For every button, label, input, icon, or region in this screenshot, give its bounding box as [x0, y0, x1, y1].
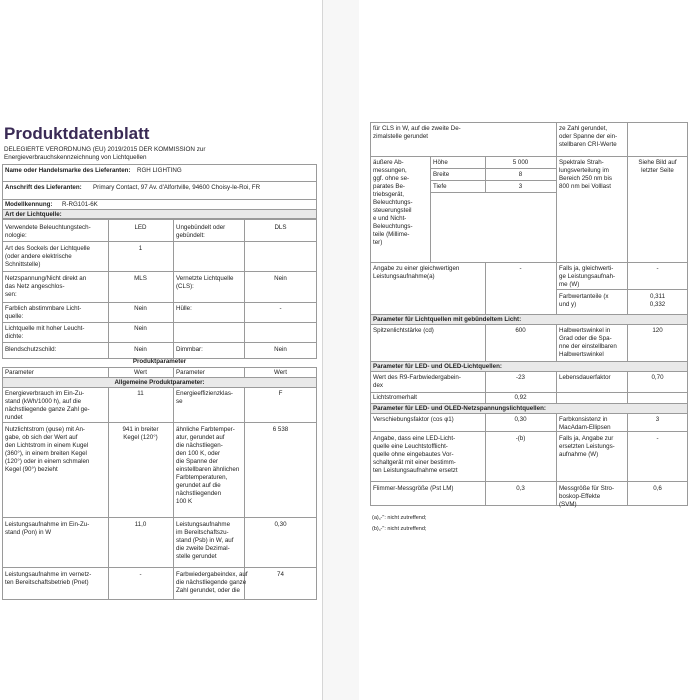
replacement-label-5: ten Leistungsaufnahme ersetzt	[373, 467, 458, 474]
beam-angle-label-4: Halbwertswinkel	[559, 351, 604, 358]
socket-label-3: Schnittstelle)	[5, 261, 41, 268]
stroboscopic-value: 0,6	[653, 485, 662, 492]
cls-power-label-2: zimalstelle gerundet	[373, 133, 429, 140]
spectral-value-1: Siehe Bild auf	[638, 159, 677, 166]
regulation-line-1: DELEGIERTE VERORDNUNG (EU) 2019/2015 DER KOMMISSION zur	[4, 146, 206, 153]
equiv-power-label-1: Angabe zu einer gleichwertigen	[373, 265, 460, 272]
cct-label-6: einstellbaren ähnlichen	[176, 466, 240, 473]
cri-label-1: Farbwiedergabeindex, auf	[176, 571, 248, 578]
col-param-1: Parameter	[5, 369, 34, 376]
socket-label-2: (oder andere elektrische	[5, 253, 72, 260]
height-label: Höhe	[433, 159, 448, 166]
on-power-label-1: Leistungsaufnahme im Ein-Zu-	[5, 521, 90, 528]
efficiency-class-value: F	[278, 390, 283, 397]
mains-led-header: Parameter für LED- und OLED-Netzspannungslichtquellen:	[373, 405, 546, 412]
tech-label-2: nologie:	[5, 232, 27, 239]
dims-label-1: äußere Ab-	[373, 159, 404, 166]
tech-label-1: Verwendete Beleuchtungstech-	[5, 224, 91, 231]
displacement-factor-label: Verschiebungsfaktor (cos φ1)	[373, 416, 454, 423]
efficiency-class-label-2: se	[176, 398, 183, 405]
peak-intensity-value: 600	[515, 327, 526, 334]
beam-type-label-2: gebündelt:	[176, 232, 205, 239]
efficiency-class-label-1: Energieeffizienzklas-	[176, 390, 233, 397]
width-label: Breite	[433, 171, 450, 178]
mains-value: MLS	[134, 275, 147, 282]
standby-power-label-3: stand (Psb) in W, auf	[176, 537, 234, 544]
col-value-1: Wert	[134, 369, 147, 376]
replacement-label-4: schaltgerät mit einer bestimm-	[373, 459, 456, 466]
footnote-a: (a)„-": nicht zutreffend;	[372, 515, 427, 521]
flux-label-2: gabe, ob sich der Wert auf	[5, 434, 78, 441]
net-power-label-2: ten Bereitschaftsbetrieb (Pnet)	[5, 579, 89, 586]
energy-label-1: Energieverbrauch im Ein-Zu-	[5, 390, 85, 397]
dims-label-7: steuerungsteil	[373, 207, 412, 214]
survival-factor-label: Lebensdauerfaktor	[559, 374, 611, 381]
general-params-header: Allgemeine Produktparameter:	[114, 379, 205, 386]
depth-value: 3	[518, 183, 523, 190]
dims-label-4: parates Be-	[373, 183, 405, 190]
cls-label-2: (CLS):	[176, 283, 194, 290]
cls-power-label-1: für CLS in W, auf die zweite De-	[373, 125, 461, 132]
page-title: Produktdatenblatt	[4, 124, 150, 143]
supplier-brand-value: RGH LIGHTING	[137, 167, 182, 174]
net-power-value: -	[139, 571, 142, 578]
stroboscopic-label-3: (SVM)	[559, 501, 577, 508]
col-param-2: Parameter	[176, 369, 205, 376]
chromaticity-label-2: und y)	[559, 301, 577, 308]
flux-value-1: 941 in breiter	[122, 426, 159, 433]
r9-label-1: Wert des R9-Farbwiedergabein-	[373, 374, 461, 381]
dims-label-9: Beleuchtungs-	[373, 223, 413, 230]
glare-shield-value: Nein	[134, 346, 147, 353]
lumen-maintenance-label: Lichtstromerhalt	[373, 394, 418, 401]
dims-label-2: messungen,	[373, 167, 407, 174]
supplier-address-label: Anschrift des Lieferanten:	[5, 184, 82, 191]
col-value-2: Wert	[274, 369, 287, 376]
color-consistency-value: 3	[655, 416, 660, 423]
high-luminance-label-1: Lichtquelle mit hoher Leucht-	[5, 325, 85, 332]
flux-label-3: den Lichtstrom in einem Kugel	[5, 442, 89, 449]
replacement-label-3: quelle ohne eingebautes Vor-	[373, 451, 454, 458]
energy-value: 11	[137, 390, 144, 397]
standby-power-label-2: im Bereitschaftszu-	[176, 529, 229, 536]
flicker-label: Flimmer-Messgröße (Pst LM)	[373, 485, 454, 492]
mains-label-3: sen:	[5, 291, 17, 298]
standby-power-label-5: stelle gerundet	[176, 553, 217, 560]
dims-label-3: ggf. ohne se-	[373, 175, 410, 182]
color-tunable-label-2: quelle:	[5, 313, 24, 320]
footnote-b: (b)„-": nicht zutreffend;	[372, 526, 427, 532]
replaced-power-label-2: ersetzten Leistungs-	[559, 443, 615, 450]
on-power-label-2: stand (Pon) in W	[5, 529, 52, 536]
cct-label-5: die Spanne der	[176, 458, 218, 465]
cct-label-9: nächstliegenden	[176, 490, 222, 497]
width-value: 8	[518, 171, 523, 178]
envelope-label: Hülle:	[176, 305, 192, 312]
color-consistency-label-1: Farbkonsistenz in	[559, 416, 608, 423]
cri-cont-label-1: ze Zahl gerundet,	[559, 125, 608, 132]
replaced-power-label-3: aufnahme (W)	[559, 451, 599, 458]
displacement-factor-value: 0,30	[514, 416, 527, 423]
r9-label-2: dex	[373, 382, 383, 389]
cct-value: 6 538	[272, 426, 289, 433]
beam-angle-value: 120	[652, 327, 663, 334]
replacement-label-1: Angabe, dass eine LED-Licht-	[373, 435, 456, 442]
net-power-label-1: Leistungsaufnahme im vernetz-	[5, 571, 92, 578]
mains-label-1: Netzspannung/Nicht direkt an	[5, 275, 87, 282]
socket-label-1: Art des Sockels der Lichtquelle	[5, 245, 90, 252]
stroboscopic-label-2: boskop-Effekte	[559, 493, 601, 500]
cct-label-3: die nächstliegen-	[176, 442, 223, 449]
beam-type-label-1: Ungebündelt oder	[176, 224, 226, 231]
energy-label-2: stand (kWh/1000 h), auf die	[5, 398, 82, 405]
dimmable-value: Nein	[274, 346, 287, 353]
flux-label-4: (360°), in einem breiten Kegel	[5, 450, 87, 457]
socket-value: 1	[138, 245, 143, 252]
supplier-brand-label: Name oder Handelsmarke des Lieferanten:	[5, 167, 131, 174]
on-power-value: 11,0	[134, 521, 147, 528]
replaced-power-label-1: Falls ja, Angabe zur	[559, 435, 614, 442]
equiv-watt-label-2: ge Leistungsaufnah-	[559, 273, 616, 280]
replacement-value: -(b)	[515, 435, 526, 442]
regulation-line-2: Energieverbrauchskennzeichnung von Lichtquellen	[4, 154, 147, 161]
light-source-type-header: Art der Lichtquelle:	[5, 211, 62, 218]
stroboscopic-label-1: Messgröße für Stro-	[559, 485, 615, 492]
tech-value: LED	[134, 224, 147, 231]
spectral-label-1: Spektrale Strah-	[559, 159, 604, 166]
chromaticity-y: 0,332	[649, 301, 666, 308]
r9-value: -23	[516, 374, 525, 381]
datasheet-page-right	[360, 0, 700, 700]
flux-label-5: (120°) oder in einem schmalen	[5, 458, 90, 465]
dims-label-11: ter)	[373, 239, 383, 246]
dims-label-8: e und Nicht-	[373, 215, 407, 222]
cri-cont-label-3: stellbaren CRI-Werte	[559, 141, 617, 148]
flux-value-2: Kegel (120°)	[123, 434, 158, 441]
beam-angle-label-1: Halbwertswinkel in	[559, 327, 611, 334]
product-params-header: Produktparameter	[132, 358, 187, 365]
equiv-power-label-2: Leistungsaufnahme(a)	[373, 273, 435, 280]
standby-power-label-1: Leistungsaufnahme	[176, 521, 231, 528]
cri-label-3: Zahl gerundet, oder die	[176, 587, 240, 594]
energy-label-3: nächstliegende ganze Zahl ge-	[5, 406, 90, 413]
standby-power-label-4: die zweite Dezimal-	[176, 545, 230, 552]
replaced-power-value: -	[656, 435, 659, 442]
beam-angle-label-2: Grad oder die Spa-	[559, 335, 612, 342]
mains-label-2: das Netz angeschlos-	[5, 283, 65, 290]
depth-label: Tiefe	[433, 183, 447, 190]
cls-label-1: Vernetzte Lichtquelle	[176, 275, 234, 282]
peak-intensity-label: Spitzenlichtstärke (cd)	[373, 327, 434, 334]
high-luminance-label-2: dichte:	[5, 333, 24, 340]
equiv-watt-label-1: Falls ja, gleichwerti-	[559, 265, 614, 272]
cls-value: Nein	[274, 275, 287, 282]
survival-factor-value: 0,70	[651, 374, 664, 381]
beam-type-value: DLS	[274, 224, 287, 231]
cri-label-2: die nächstliegende ganze	[176, 579, 247, 586]
spectral-label-2: lungsverteilung im	[559, 167, 609, 174]
flux-label-1: Nutzlichtstrom (φuse) mit An-	[5, 426, 85, 433]
spectral-label-4: 800 nm bei Volllast	[559, 183, 611, 190]
high-luminance-value: Nein	[134, 325, 147, 332]
flux-label-6: Kegel (90°) bezieht	[5, 466, 58, 473]
cri-value: 74	[277, 571, 284, 578]
datasheet-page-left	[0, 0, 323, 700]
cct-label-2: atur, gerundet auf	[176, 434, 225, 441]
model-value: R-RG101-6K	[62, 201, 98, 208]
beam-angle-label-3: nne der einstellbaren	[559, 343, 617, 350]
lumen-maintenance-value: 0,92	[514, 394, 527, 401]
equiv-watt-label-3: me (W)	[559, 281, 580, 288]
chromaticity-label-1: Farbwertanteile (x	[559, 293, 609, 300]
dims-label-5: triebsgerät,	[373, 191, 404, 198]
color-consistency-label-2: MacAdam-Ellipsen	[559, 424, 611, 431]
cct-label-10: 100 K	[176, 498, 193, 505]
glare-shield-label: Blendschutzschild:	[5, 346, 57, 353]
model-label: Modellkennung:	[5, 201, 53, 208]
color-tunable-value: Nein	[134, 305, 147, 312]
page-gutter	[323, 0, 359, 700]
envelope-value: -	[279, 305, 282, 312]
dimmable-label: Dimmbar:	[176, 346, 203, 353]
dims-label-10: teile (Millime-	[373, 231, 410, 238]
color-tunable-label-1: Farblich abstimmbare Licht-	[5, 305, 82, 312]
standby-power-value: 0,30	[274, 521, 287, 528]
cct-label-4: den 100 K, oder	[176, 450, 221, 457]
chromaticity-x: 0,311	[649, 293, 666, 300]
spectral-label-3: Bereich 250 nm bis	[559, 175, 612, 182]
equiv-power-value: -	[519, 265, 522, 272]
spectral-value-2: letzter Seite	[641, 167, 674, 174]
height-value: 5 000	[512, 159, 529, 166]
dims-label-6: Beleuchtungs-	[373, 199, 413, 206]
cri-cont-label-2: oder Spanne der ein-	[559, 133, 618, 140]
directional-header: Parameter für Lichtquellen mit gebündeltem Licht:	[373, 316, 522, 323]
cct-label-8: gerundet auf die	[176, 482, 221, 489]
led-header: Parameter für LED- und OLED-Lichtquellen:	[373, 363, 502, 370]
flicker-value: 0,3	[516, 485, 525, 492]
supplier-address-value: Primary Contact, 97 Av. d'Alfortville, 94600 Choisy-le-Roi, FR	[93, 184, 261, 191]
cct-label-1: ähnliche Farbtemper-	[176, 426, 235, 433]
replacement-label-2: quelle eine Leuchtstofflicht-	[373, 443, 448, 450]
cct-label-7: Farbtemperaturen,	[176, 474, 228, 481]
energy-label-4: rundet	[5, 414, 23, 421]
equiv-watt-value: -	[656, 265, 659, 272]
